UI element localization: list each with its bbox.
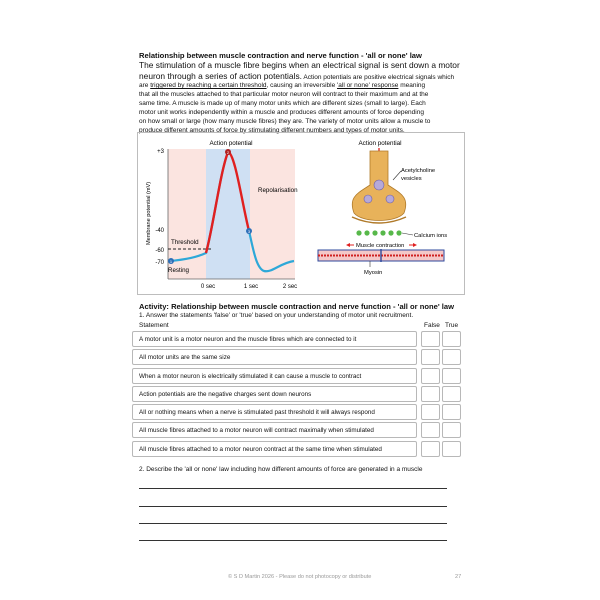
- header-false: False: [424, 322, 440, 329]
- underline-threshold: triggered by reaching a certain threshold: [150, 82, 267, 89]
- ca-ion-1: [356, 230, 361, 235]
- label-threshold: Threshold: [171, 239, 199, 246]
- statement-row: Action potentials are the negative charges sent down neurons: [132, 386, 417, 402]
- answer-line[interactable]: [139, 506, 447, 507]
- xtick-0: 0 sec: [200, 284, 216, 290]
- label-vesicles: vesicles: [401, 176, 422, 182]
- point-1-label: 1: [169, 259, 173, 264]
- vesicle-1: [374, 180, 384, 190]
- activity-title: Activity: Relationship between muscle contraction and nerve function - 'all or none' law: [139, 302, 455, 311]
- true-answer-box[interactable]: [442, 422, 461, 438]
- ca-ion-3: [372, 230, 377, 235]
- statement-row: When a motor neuron is electrically stimulated it can cause a muscle to contract: [132, 368, 417, 384]
- true-answer-box[interactable]: [442, 386, 461, 402]
- figure-panel: [137, 132, 465, 295]
- header-true: True: [445, 322, 459, 329]
- point-2-label: 2: [226, 150, 230, 155]
- label-calcium: Calcium ions: [414, 233, 448, 239]
- xtick-2: 2 sec: [282, 284, 298, 290]
- ca-ion-6: [396, 230, 401, 235]
- false-answer-box[interactable]: [421, 441, 440, 457]
- statement-row: All muscle fibres attached to a motor neuron will contract maximally when stimulated: [132, 422, 417, 438]
- statement-row: A motor unit is a motor neuron and the muscle fibres which are connected to it: [132, 331, 417, 347]
- body-line-4: motor unit works independently within a muscle and produces different amounts of force depending: [139, 109, 424, 117]
- band-action: [206, 149, 250, 279]
- body-line-5: on how small or large (how many muscle fibres) they are. The variety of motor units allow a muscle to: [139, 118, 431, 126]
- lead-line-2-small: Action potentials are positive electrical signals which: [301, 73, 455, 81]
- ca-ion-4: [380, 230, 385, 235]
- acetylcholine-pointer: [393, 171, 401, 180]
- graph-title: Action potential: [209, 140, 253, 147]
- false-answer-box[interactable]: [421, 368, 440, 384]
- true-answer-box[interactable]: [442, 441, 461, 457]
- header-statement: Statement: [139, 322, 169, 329]
- label-repolarisation: Repolarisation: [258, 187, 298, 194]
- vesicle-2: [364, 195, 372, 203]
- y-axis-label: Membrane potential (mV): [146, 181, 152, 245]
- calcium-pointer: [402, 233, 413, 235]
- body-line-3: same time. A muscle is made up of many motor units which are different sizes (small to large). Each: [139, 100, 426, 108]
- ca-ion-5: [388, 230, 393, 235]
- true-answer-box[interactable]: [442, 404, 461, 420]
- label-myosin: Myosin: [364, 270, 383, 276]
- false-answer-box[interactable]: [421, 349, 440, 365]
- ytick-minus70: -70: [155, 260, 164, 266]
- false-answer-box[interactable]: [421, 386, 440, 402]
- label-resting: Resting: [168, 267, 189, 274]
- section-title: Relationship between muscle contraction and nerve function - 'all or none' law: [139, 51, 422, 60]
- answer-line[interactable]: [139, 523, 447, 524]
- true-answer-box[interactable]: [442, 331, 461, 347]
- footer-copyright: © S D Martin 2026 - Please do not photocopy or distribute: [228, 574, 372, 580]
- body-line-6: produce different amounts of force by stimulating different numbers and types of motor units.: [139, 127, 405, 135]
- true-answer-box[interactable]: [442, 349, 461, 365]
- body-text: [139, 81, 467, 136]
- lead-line-2-big: neuron through a series of action potentials.: [139, 70, 302, 81]
- true-answer-box[interactable]: [442, 368, 461, 384]
- statement-row: All muscle fibres attached to a motor neuron contract at the same time when stimulated: [132, 441, 417, 457]
- lead-line-1: The stimulation of a muscle fibre begins when an electrical signal is sent down a motor: [139, 60, 460, 70]
- label-contraction: Muscle contraction: [356, 243, 405, 249]
- xtick-1: 1 sec: [243, 284, 259, 290]
- body-line-2: that all the muscles attached to that particular motor neuron will contract to their maximum and at the: [139, 91, 429, 99]
- ytick-minus60: -60: [155, 248, 164, 254]
- diagram-title: Action potential: [358, 140, 402, 147]
- question-1: 1. Answer the statements 'false' or 'true' based on your understanding of motor unit recruitment.: [139, 312, 414, 319]
- figure-svg: [138, 133, 464, 294]
- question-2: 2. Describe the 'all or none' law including how different amounts of force are generated in a muscle: [139, 466, 423, 473]
- page-number: 27: [455, 574, 462, 580]
- answer-line[interactable]: [139, 488, 447, 489]
- answer-line[interactable]: [139, 540, 447, 541]
- lead-text: [139, 60, 467, 83]
- ca-ion-2: [364, 230, 369, 235]
- label-acetylcholine: Acetylcholine: [401, 168, 436, 174]
- vesicle-3: [386, 195, 394, 203]
- statement-row: All or nothing means when a nerve is stimulated past threshold it will always respond: [132, 404, 417, 420]
- false-answer-box[interactable]: [421, 404, 440, 420]
- point-3-label: 3: [247, 229, 251, 234]
- ytick-minus40: -40: [155, 228, 164, 234]
- ytick-plus3: +3: [157, 149, 164, 155]
- statement-row: All motor units are the same size: [132, 349, 417, 365]
- false-answer-box[interactable]: [421, 331, 440, 347]
- body-line-1: are triggered by reaching a certain threshold, causing an irreversible 'all or none' response meaning: [139, 82, 426, 89]
- underline-all-or-none: 'all or none' response: [337, 82, 399, 89]
- false-answer-box[interactable]: [421, 422, 440, 438]
